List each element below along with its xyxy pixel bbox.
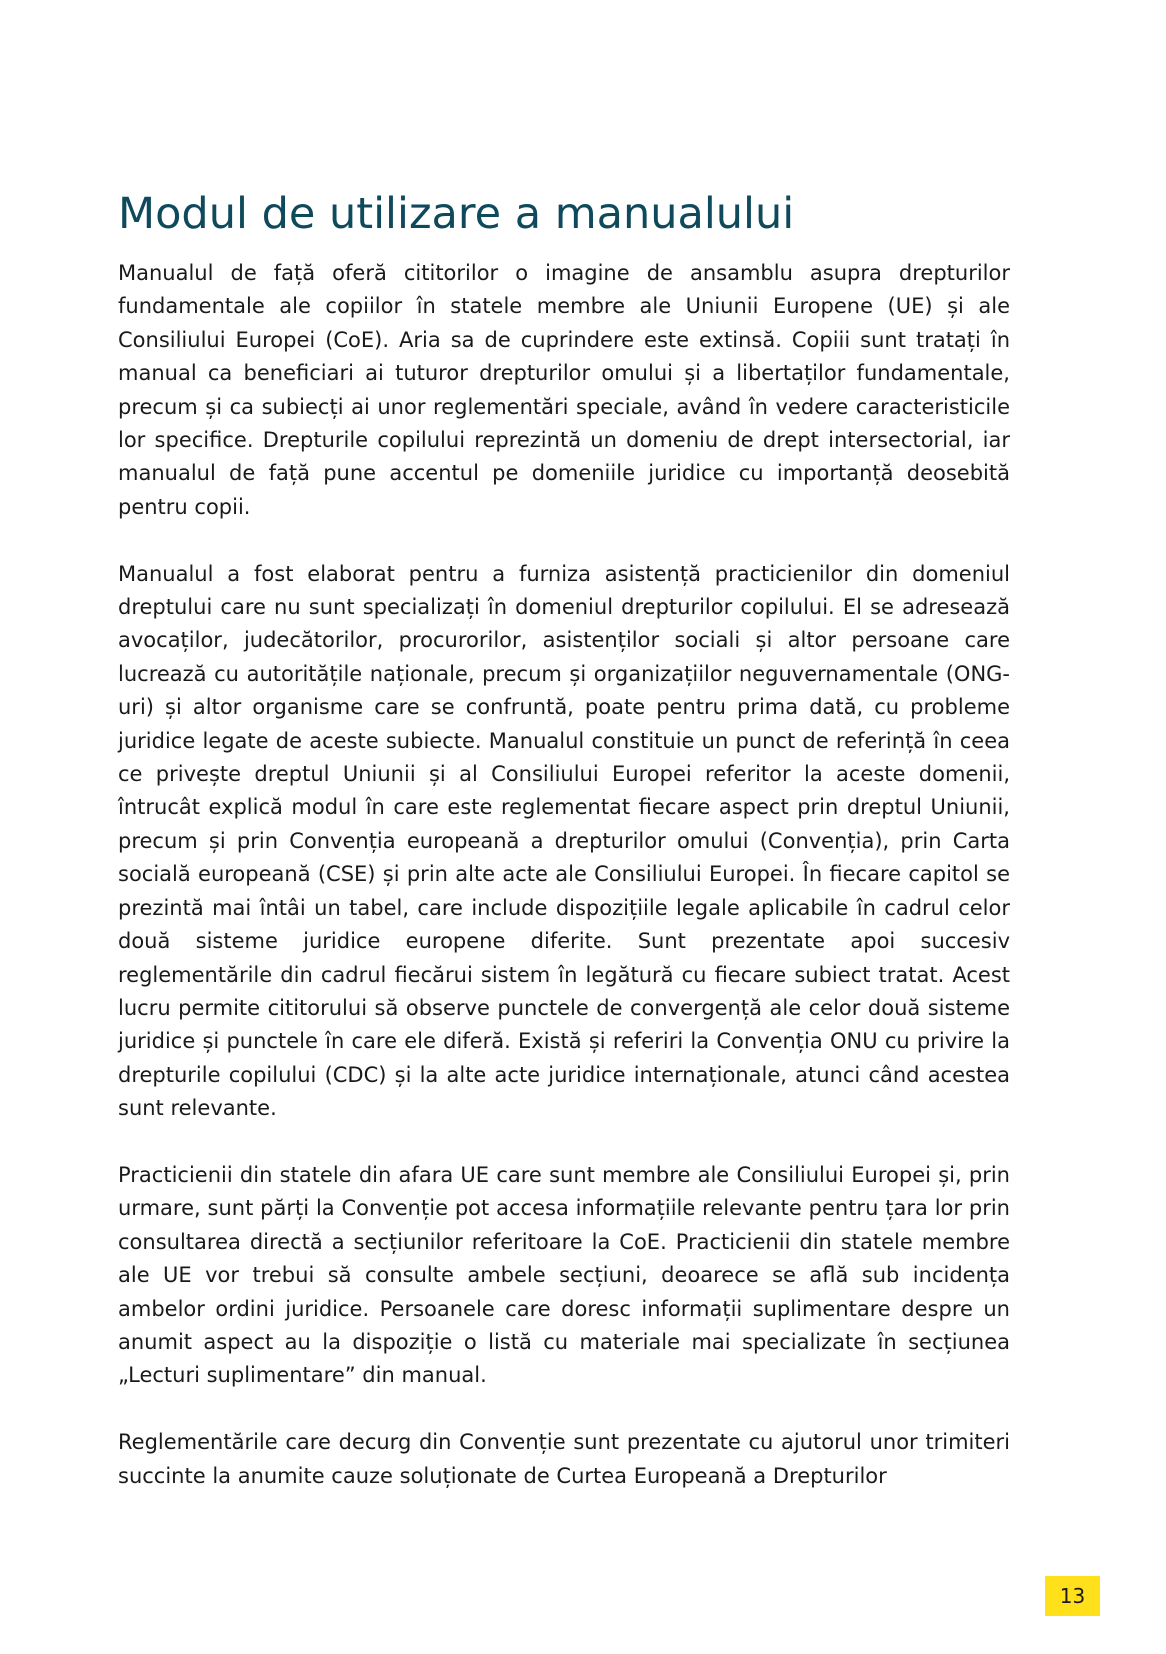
paragraph: Manualul de față oferă cititorilor o imagine de ansamblu asupra drepturilor fundamentale ale copiilor în statele membre ale Uniunii Europene (UE) și ale Consiliului Europei (CoE). Aria sa de cuprindere este extinsă. Copiii sunt tratați în manual ca beneficiari ai tuturor drepturilor omului și a libertaților fundamentale, precum și ca subiecți ai unor reglementări speciale, având în vedere caracteristicile lor specifice. Drepturile copilului reprezintă un domeniu de drept intersectorial, iar manualul de față pune accentul pe domeniile juridice cu importanță deosebită pentru copii. [118,261,1010,519]
paragraph: Practicienii din statele din afara UE care sunt membre ale Consiliului Europei și, prin urmare, sunt părți la Convenție pot accesa informațiile relevante pentru țara lor prin consultarea directă a secțiunilor referitoare la CoE. Practicienii din statele membre ale UE vor trebui să consulte ambele secțiuni, deoarece se află sub incidența ambelor ordini juridice. Persoanele care doresc informații suplimentare despre un anumit aspect au la dispoziție o listă cu materiale mai specializate în secțiunea „Lecturi suplimentare” din manual. [118,1162,1010,1388]
paragraph: Reglementările care decurg din Convenție sunt prezentate cu ajutorul unor trimiteri succinte la anumite cauze soluționate de Curtea Europeană a Drepturilor [118,1430,1010,1488]
paragraph: Manualul a fost elaborat pentru a furniza asistență practicienilor din domeniul dreptului care nu sunt specializați în domeniul drepturilor copilului. El se adresează avocaților, judecătorilor, procurorilor, asistenților sociali și altor persoane care lucrează cu autoritățile naționale, precum și organizațiilor neguvernamentale (ONG-uri) și altor organisme care se confruntă, poate pentru prima dată, cu probleme juridice legate de aceste subiecte. Manualul constituie un punct de referință în ceea ce privește dreptul Uniunii și al Consiliului Europei referitor la aceste domenii, întrucât explică modul în care este reglementat fiecare aspect prin dreptul Uniunii, precum și prin Convenția europeană a drepturilor omului (Convenția), prin Carta socială europeană (CSE) și prin alte acte ale Consiliului Europei. În fiecare capitol se prezintă mai întâi un tabel, care include dispozițiile legale aplicabile în cadrul celor două sisteme juridice europene diferite. Sunt prezentate apoi succesiv reglementările din cadrul fiecărui sistem în legătură cu fiecare subiect tratat. Acest lucru permite cititorului să observe punctele de convergență ale celor două sisteme juridice și punctele în care ele diferă. Există și referiri la Convenția ONU cu privire la drepturile copilului (CDC) și la alte acte juridice internaționale, atunci când acestea sunt relevante. [118,561,1010,1121]
page-title: Modul de utilizare a manualului [118,189,795,239]
body-text [118,257,1010,1493]
page-number: 13 [1045,1576,1100,1616]
